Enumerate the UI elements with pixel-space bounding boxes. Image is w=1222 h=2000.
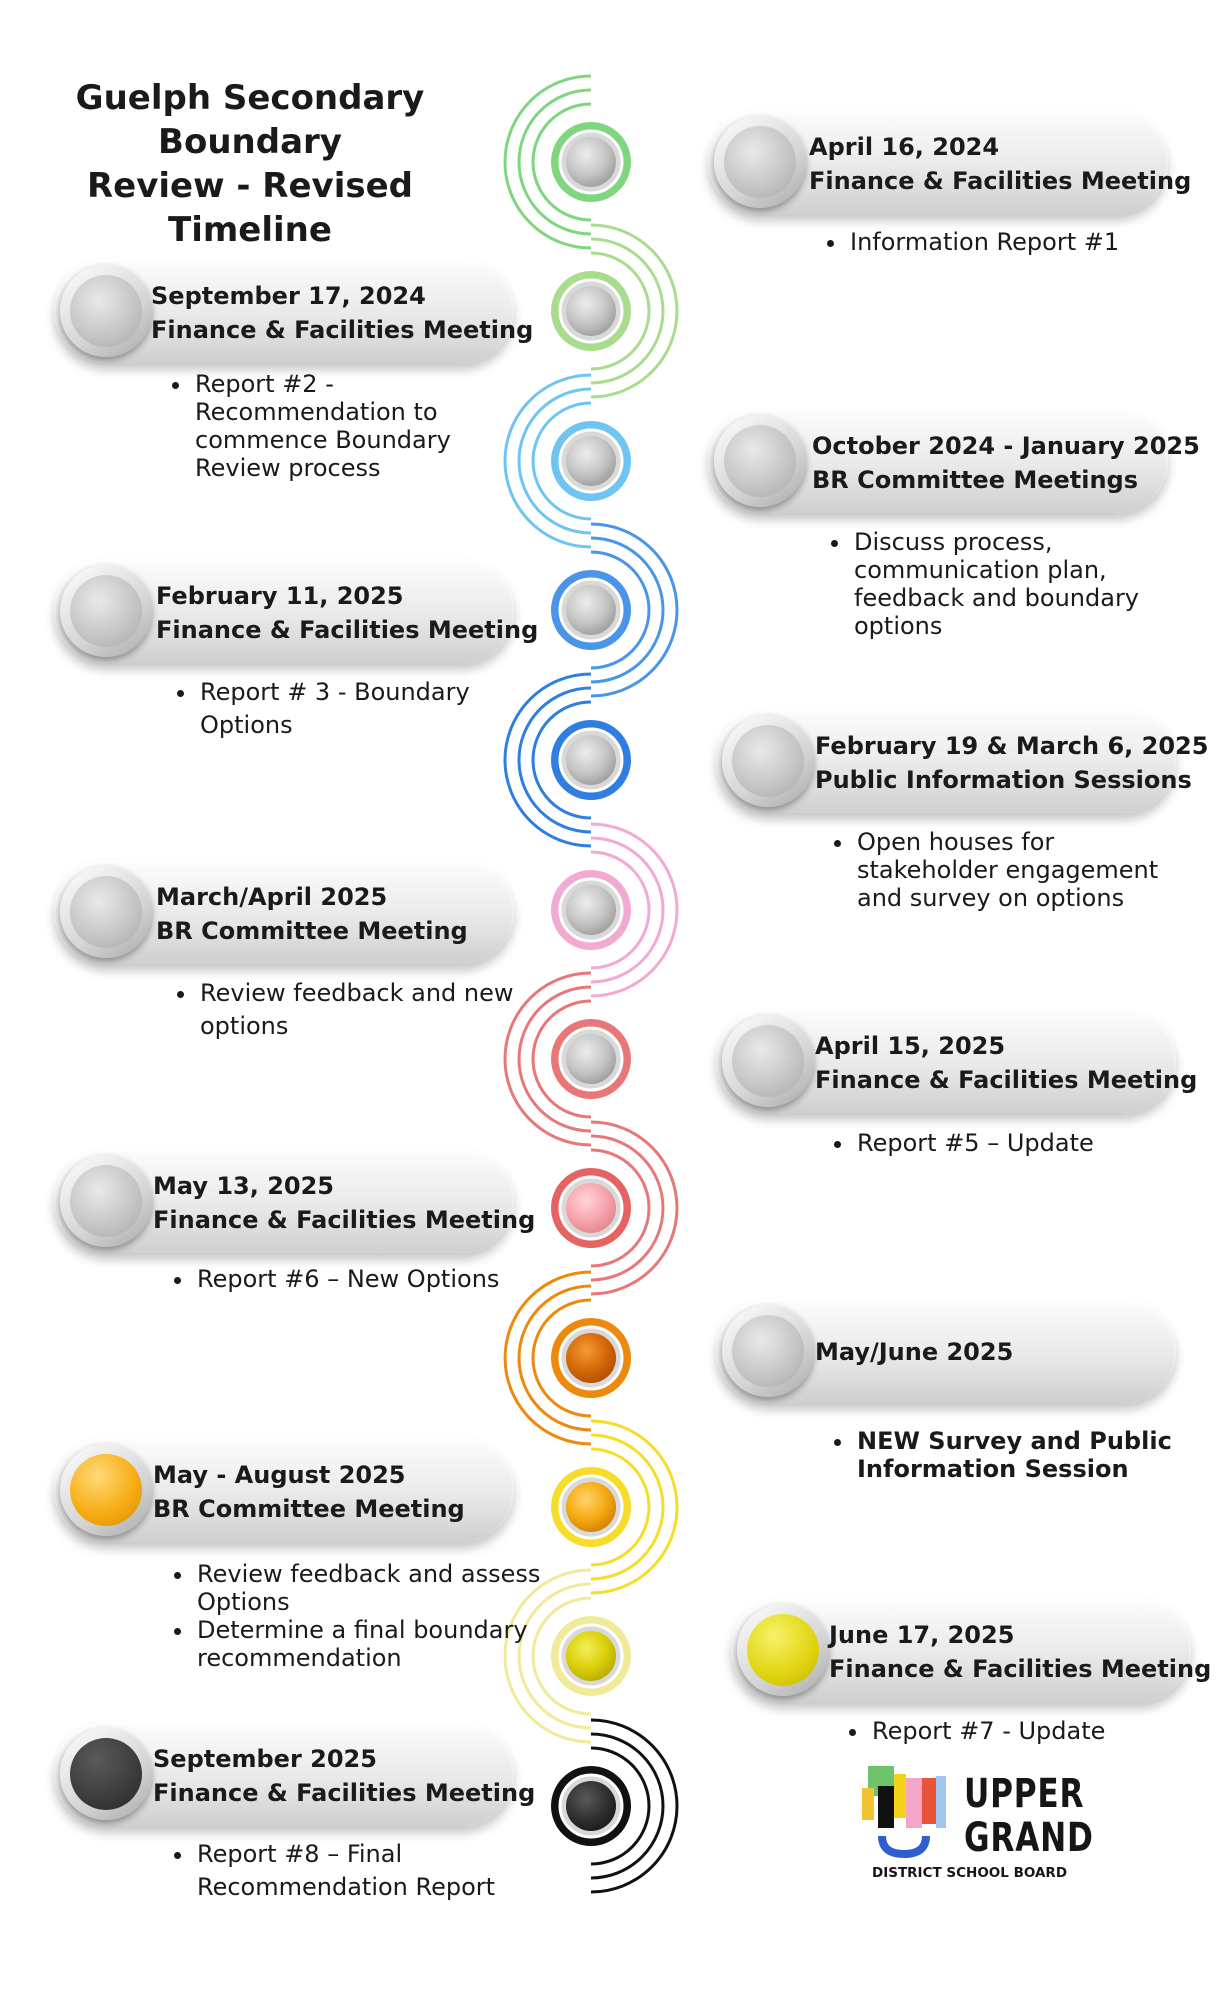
event-card-february-19-2025 bbox=[716, 709, 1209, 813]
timeline-node-cap bbox=[566, 1631, 616, 1681]
event-card-april-15-2025 bbox=[716, 1009, 1198, 1113]
event-meeting: BR Committee Meetings bbox=[812, 466, 1139, 494]
note-item: • Report #7 - Update bbox=[870, 1717, 1170, 1745]
timeline-node-cap bbox=[566, 585, 616, 635]
event-notes bbox=[831, 828, 1195, 912]
event-date: September 17, 2024 bbox=[151, 282, 426, 310]
event-date: May/June 2025 bbox=[815, 1338, 1014, 1366]
event-meeting: Finance & Facilities Meeting bbox=[153, 1779, 536, 1807]
event-notes bbox=[824, 228, 1198, 256]
event-notes bbox=[831, 1427, 1185, 1483]
dark-knob-icon bbox=[60, 1728, 152, 1820]
event-date: March/April 2025 bbox=[156, 883, 388, 911]
event-meeting: Finance & Facilities Meeting bbox=[829, 1655, 1212, 1683]
note-item: • Review feedback and assess Options bbox=[195, 1560, 545, 1616]
timeline-node-cap bbox=[566, 436, 616, 486]
yellow-knob-icon bbox=[737, 1604, 829, 1696]
note-item: • Report #5 – Update bbox=[855, 1129, 1195, 1157]
timeline-node-cap bbox=[566, 885, 616, 935]
note-item: • Information Report #1 bbox=[848, 228, 1198, 256]
event-notes bbox=[174, 676, 498, 742]
timeline-node-cap bbox=[566, 1333, 616, 1383]
event-date: June 17, 2025 bbox=[829, 1621, 1015, 1649]
timeline-node-cap bbox=[566, 286, 616, 336]
event-card-may-13-2025 bbox=[54, 1149, 536, 1253]
event-notes bbox=[171, 1265, 535, 1293]
event-notes bbox=[831, 1129, 1195, 1157]
event-notes bbox=[171, 1560, 545, 1672]
orange-knob-icon bbox=[60, 1444, 152, 1536]
timeline-node-cap bbox=[566, 1482, 616, 1532]
event-meeting: Finance & Facilities Meeting bbox=[156, 616, 539, 644]
note-item: • Report #6 – New Options bbox=[195, 1265, 535, 1293]
event-notes bbox=[828, 528, 1182, 640]
event-notes bbox=[846, 1717, 1170, 1745]
timeline-node-cap bbox=[566, 735, 616, 785]
event-notes bbox=[171, 1838, 535, 1904]
knob-icon bbox=[722, 715, 814, 807]
event-meeting: Finance & Facilities Meeting bbox=[151, 316, 534, 344]
event-meeting: BR Committee Meeting bbox=[153, 1495, 465, 1523]
note-item: • Report # 3 - Boundary Options bbox=[198, 676, 498, 742]
logo-word-upper: UPPER bbox=[964, 1771, 1085, 1817]
event-card-october-2024 bbox=[708, 409, 1200, 513]
note-item: • Discuss process, communication plan, feedback and boundary options bbox=[852, 528, 1182, 640]
event-date: February 19 & March 6, 2025 bbox=[815, 732, 1209, 760]
knob-icon bbox=[60, 565, 152, 657]
logo-word-grand: GRAND bbox=[964, 1815, 1094, 1861]
event-card-september-2025 bbox=[54, 1722, 536, 1826]
event-notes bbox=[169, 370, 493, 482]
event-date: April 15, 2025 bbox=[815, 1032, 1006, 1060]
event-card-september-17-2024 bbox=[54, 259, 534, 363]
event-card-may-june-2025 bbox=[716, 1299, 1176, 1403]
timeline-node-cap bbox=[566, 137, 616, 187]
event-date: May 13, 2025 bbox=[153, 1172, 335, 1200]
logo-mark-icon bbox=[860, 1764, 964, 1860]
event-card-march-april-2025 bbox=[54, 860, 514, 964]
event-date: February 11, 2025 bbox=[156, 582, 404, 610]
event-meeting: Public Information Sessions bbox=[815, 766, 1192, 794]
knob-icon bbox=[714, 116, 806, 208]
title-line-2: Review - Revised Timeline bbox=[86, 166, 413, 250]
knob-icon bbox=[722, 1015, 814, 1107]
knob-icon bbox=[60, 265, 152, 357]
event-date: October 2024 - January 2025 bbox=[812, 432, 1200, 460]
knob-icon bbox=[722, 1305, 814, 1397]
logo-subtitle: DISTRICT SCHOOL BOARD bbox=[872, 1865, 1068, 1881]
timeline-node-cap bbox=[566, 1183, 616, 1233]
note-item: • Determine a final boundary recommendation bbox=[195, 1616, 545, 1672]
event-card-june-17-2025 bbox=[731, 1598, 1212, 1702]
event-notes bbox=[174, 977, 528, 1043]
knob-icon bbox=[714, 415, 806, 507]
note-item: • Open houses for stakeholder engagement and survey on options bbox=[855, 828, 1195, 912]
note-item: • Report #2 - Recommendation to commence Boundary Review process bbox=[193, 370, 493, 482]
event-meeting: Finance & Facilities Meeting bbox=[153, 1206, 536, 1234]
note-item: • Review feedback and new options bbox=[198, 977, 528, 1043]
upper-grand-logo bbox=[860, 1764, 1094, 1884]
event-card-may-august-2025 bbox=[54, 1438, 514, 1542]
knob-icon bbox=[60, 1155, 152, 1247]
event-card-april-16-2024 bbox=[708, 110, 1192, 214]
event-meeting: Finance & Facilities Meeting bbox=[809, 167, 1192, 195]
timeline-node-cap bbox=[566, 1034, 616, 1084]
event-date: April 16, 2024 bbox=[809, 133, 1000, 161]
event-card-february-11-2025 bbox=[54, 559, 539, 663]
knob-icon bbox=[60, 866, 152, 958]
title-line-1: Guelph Secondary Boundary bbox=[75, 78, 425, 162]
event-meeting: BR Committee Meeting bbox=[156, 917, 468, 945]
note-item: • Report #8 – Final Recommendation Report bbox=[195, 1838, 535, 1904]
event-meeting: Finance & Facilities Meeting bbox=[815, 1066, 1198, 1094]
event-date: May - August 2025 bbox=[153, 1461, 406, 1489]
event-date: September 2025 bbox=[153, 1745, 377, 1773]
note-item: • NEW Survey and Public Information Session bbox=[855, 1427, 1185, 1483]
timeline-node-cap bbox=[566, 1781, 616, 1831]
